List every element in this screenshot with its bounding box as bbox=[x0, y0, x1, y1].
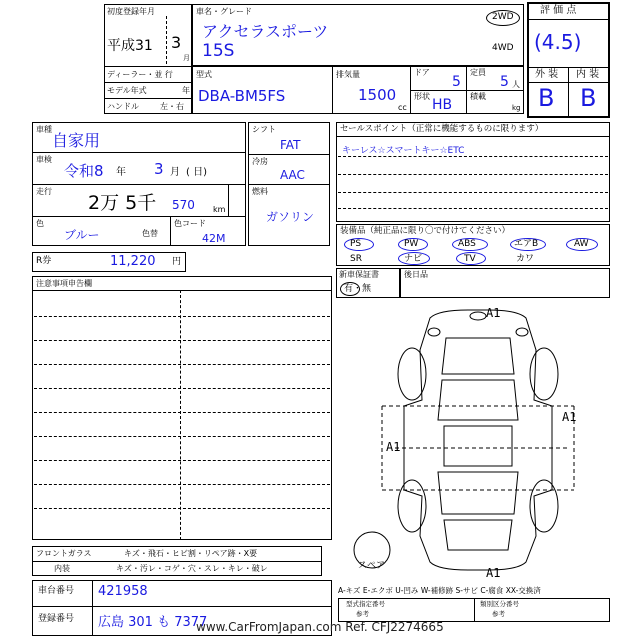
divider bbox=[527, 82, 610, 83]
chassis-number: 421958 bbox=[98, 584, 148, 599]
ref-label-1: 参考 bbox=[356, 610, 369, 618]
divider bbox=[338, 208, 608, 209]
handle-options: 左・右 bbox=[160, 102, 184, 111]
color-code: 42M bbox=[202, 232, 226, 245]
glass-value: キズ・飛石・ヒビ割・リペア跡・X要 bbox=[124, 549, 258, 558]
type-label: 型式 bbox=[196, 70, 212, 79]
ac-value: AAC bbox=[280, 168, 305, 182]
car-name-label: 車名・グレード bbox=[196, 7, 252, 16]
class-label: 類別区分番号 bbox=[480, 600, 519, 608]
divider bbox=[338, 192, 608, 193]
divider bbox=[332, 66, 333, 114]
divider bbox=[32, 606, 332, 607]
divider bbox=[248, 154, 330, 155]
year-unit: 年 bbox=[182, 86, 190, 95]
divider bbox=[410, 90, 524, 91]
rating-label: 評 価 点 bbox=[540, 5, 577, 16]
divider bbox=[34, 412, 330, 413]
color-value: ブルー bbox=[64, 228, 100, 242]
car-name: アクセラスポーツ bbox=[202, 22, 329, 41]
inspect-month: 3 bbox=[154, 160, 164, 178]
divider bbox=[32, 152, 246, 153]
divider bbox=[180, 290, 181, 540]
divider bbox=[336, 136, 610, 137]
interior-label: 内装 bbox=[54, 564, 70, 573]
equip-label: 装備品（純正品に限り〇で付けてください） bbox=[340, 226, 511, 236]
car-damage-diagram bbox=[338, 300, 608, 580]
divider bbox=[32, 290, 332, 291]
first-reg-label: 初度登録年月 bbox=[107, 7, 155, 16]
divider bbox=[32, 184, 246, 185]
mileage: 2万 5千 bbox=[88, 192, 157, 214]
km-unit: km bbox=[213, 205, 226, 214]
divider bbox=[32, 216, 246, 217]
warranty-value: 有・無 bbox=[344, 284, 372, 294]
warranty-label: 新車保証書 bbox=[339, 270, 379, 279]
mileage-label: 走行 bbox=[36, 187, 52, 196]
vehicle-kind: 自家用 bbox=[52, 131, 101, 150]
chassis-label: 車台番号 bbox=[38, 586, 75, 596]
door-count: 5 bbox=[452, 74, 461, 90]
int-label: 内 装 bbox=[576, 69, 600, 80]
equip-aw: AW bbox=[574, 239, 589, 249]
damage-mark-rear: A1 bbox=[486, 566, 501, 580]
fuel-value: ガソリン bbox=[266, 210, 315, 224]
ext-grade: B bbox=[538, 84, 555, 112]
sales-label: セールスポイント（正常に機能するものに限ります） bbox=[340, 124, 544, 134]
equip-navi: ナビ bbox=[404, 254, 423, 264]
sales-line-1: キーレス☆スマートキー☆ETC bbox=[342, 146, 465, 156]
divider bbox=[34, 484, 330, 485]
type-cat-label: 型式指定番号 bbox=[346, 600, 385, 608]
equip-ps: PS bbox=[350, 239, 362, 249]
yen-unit: 円 bbox=[172, 257, 182, 267]
first-reg-month: 3 bbox=[171, 33, 182, 52]
recycle-label: R券 bbox=[36, 256, 52, 266]
equip-abs: ABS bbox=[458, 239, 476, 249]
damage-legend: A-キズ E-エクボ U-凹み W-補修跡 S-サビ C-腐食 XX-交換済 bbox=[338, 586, 541, 595]
spare-label: スペア bbox=[358, 561, 386, 571]
color-replace-label: 色替 bbox=[142, 229, 158, 238]
divider bbox=[34, 316, 330, 317]
equip-sr: SR bbox=[350, 254, 362, 264]
later-label: 後日品 bbox=[404, 270, 428, 279]
equip-airbag: エアB bbox=[514, 239, 539, 249]
year-unit-2: 年 bbox=[116, 167, 126, 178]
drive-2wd: 2WD bbox=[492, 12, 514, 22]
fuel-label: 燃料 bbox=[252, 187, 268, 196]
divider bbox=[34, 388, 330, 389]
ext-label: 外 装 bbox=[535, 69, 559, 80]
body-shape: HB bbox=[432, 97, 453, 113]
capacity-unit: 人 bbox=[512, 80, 520, 89]
divider bbox=[104, 98, 192, 99]
shift-value: FAT bbox=[280, 138, 301, 152]
plate-label: 登録番号 bbox=[38, 614, 75, 624]
shape-label: 形状 bbox=[414, 92, 430, 101]
load-label: 積載 bbox=[470, 92, 486, 101]
divider bbox=[338, 174, 608, 175]
int-grade: B bbox=[580, 84, 597, 112]
watermark: www.CarFromJapan.com Ref. CFJ2274665 bbox=[196, 620, 444, 634]
car-grade: 15S bbox=[202, 41, 235, 61]
car-type: DBA-BM5FS bbox=[198, 87, 286, 105]
damage-mark-left: A1 bbox=[386, 440, 401, 454]
divider bbox=[104, 66, 192, 67]
ref-label-2: 参考 bbox=[492, 610, 505, 618]
inspect-era: 令和8 bbox=[64, 162, 104, 180]
displacement: 1500 bbox=[358, 86, 397, 104]
notes-label: 注意事項申告欄 bbox=[36, 279, 92, 288]
divider bbox=[170, 216, 171, 246]
kg-unit: kg bbox=[512, 104, 521, 112]
color-code-label: 色コード bbox=[174, 219, 206, 228]
capacity: 5 bbox=[500, 74, 509, 90]
divider bbox=[32, 561, 322, 562]
drive-4wd: 4WD bbox=[492, 43, 514, 53]
recycle-value: 11,220 bbox=[110, 254, 156, 269]
cc-unit: cc bbox=[398, 103, 407, 112]
divider bbox=[474, 598, 475, 622]
divider bbox=[228, 184, 229, 216]
divider bbox=[248, 184, 330, 185]
divider bbox=[34, 508, 330, 509]
divider bbox=[338, 156, 608, 157]
divider bbox=[34, 436, 330, 437]
door-label: ドア bbox=[414, 68, 430, 77]
month-unit-2: 月 bbox=[170, 167, 180, 178]
recycle-box bbox=[32, 252, 186, 272]
divider bbox=[166, 16, 167, 64]
handle-label: ハンドル bbox=[107, 102, 139, 111]
damage-mark-right: A1 bbox=[562, 410, 577, 424]
later-box bbox=[400, 268, 610, 298]
ac-label: 冷房 bbox=[252, 157, 268, 166]
divider bbox=[568, 67, 569, 118]
sales-point-box bbox=[336, 122, 610, 222]
day-unit: ( 日) bbox=[186, 167, 207, 178]
divider bbox=[527, 19, 610, 20]
dealer-label: ディーラー・並 行 bbox=[107, 70, 173, 79]
inspect-label: 車検 bbox=[36, 155, 52, 164]
equip-tv: TV bbox=[464, 254, 476, 264]
mileage-sub: 570 bbox=[172, 198, 195, 212]
rating-score: (4.5) bbox=[534, 30, 582, 54]
equip-leather: カワ bbox=[516, 254, 535, 264]
divider bbox=[34, 460, 330, 461]
plate-number: 広島 301 も 7377 bbox=[98, 615, 208, 630]
model-year-label: モデル年式 bbox=[107, 86, 147, 95]
month-unit: 月 bbox=[183, 54, 190, 62]
divider bbox=[92, 580, 93, 636]
disp-label: 排気量 bbox=[336, 70, 360, 79]
divider bbox=[34, 340, 330, 341]
glass-label: フロントガラス bbox=[36, 549, 92, 558]
damage-mark-front: A1 bbox=[486, 306, 501, 320]
first-reg-era: 平成31 bbox=[107, 38, 153, 54]
interior-value: キズ・汚レ・コゲ・穴・スレ・キレ・破レ bbox=[116, 564, 268, 573]
divider bbox=[34, 364, 330, 365]
shift-label: シフト bbox=[252, 125, 276, 134]
kind-label: 車種 bbox=[36, 125, 52, 134]
divider bbox=[104, 82, 192, 83]
color-label: 色 bbox=[36, 219, 44, 228]
capacity-label: 定員 bbox=[470, 68, 486, 77]
equip-pw: PW bbox=[404, 239, 419, 249]
